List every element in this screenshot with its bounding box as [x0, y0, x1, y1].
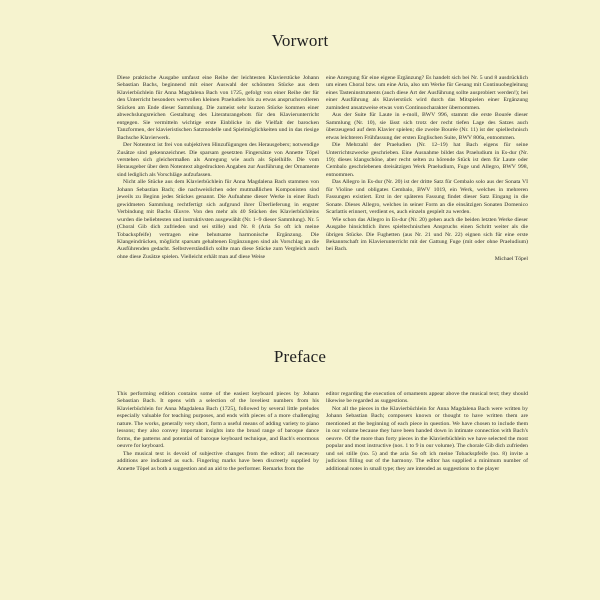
- paragraph: Das Allegro in Es-dur (Nr. 20) ist der dritte Satz für Cembalo solo aus der Sonata VI für Violine und obligates Cembalo, BWV 1019, ein Werk, welches in mehreren Fassungen existiert. Erst in der späteren Fassung findet dieser Satz Eingang in die Sonate. Dieses Allegro, welches in seiner Form an die einsätzigen Sonaten Domenico Scarlattis erinnert, verdient es, auch einzeln gespielt zu werden.: [326, 179, 528, 216]
- paragraph: Der Notentext ist frei von subjektiven Hinzufügungen des Herausgebers; notwendige Zusätze sind gekennzeichnet. Die sparsam gesetzten Fingersätze von Annette Töpel verstehen sich gleichermaßen als Anregung wie auch als Spielhilfe. Die vom Herausgeber über dem Notentext abgedruckten Angaben zur Ausführung der Ornamente sind lediglich als Vorschläge aufzufassen.: [117, 142, 319, 178]
- paragraph: Wie schon das Allegro in Es-dur (Nr. 20) gehen auch die beiden letzten Werke dieser Ausgabe hinsichtlich ihres spieltechnischen Anspruchs einen Schritt weiter als die übrigen Stücke. Die Fughetten (aus Nr. 21 und Nr. 22) eignen sich für eine erste Bekanntschaft im Klavierunterricht mit der Gattung Fuge (mit oder ohne Praeludium) bei Bach.: [326, 216, 528, 253]
- paragraph: The musical text is devoid of subjective changes from the editor; all necessary additions are indicated as such. Fingering marks have been discreetly supplied by Annette Töpel as both a suggestion and an aid to the performer. Remarks from the: [117, 450, 319, 472]
- paragraph: Not all the pieces in the Klavierbüchlein for Anna Magdalena Bach were written by Johann Sebastian Bach; composers known or thought to have written them are mentioned at the beginning of each piece in question. We have chosen to include them in our volume because they have been handed down in intimate connection with Bach's oeuvre. Of the more than forty pieces in the Klavierbüchlein we have selected the most popular and most instructive (nos. 1 to 9 in our volume). The chorale Gib dich zufrieden und sei stille (no. 5) and the aria So oft ich meine Tobackspfeife (no. 8) invite a judicious filling out of the harmony. The editor has supplied a minimum number of additional notes in small type; they are intended as suggestions to the player: [326, 405, 528, 472]
- preface-title: Preface: [273, 347, 327, 366]
- paragraph: This performing edition contains some of the easiest keyboard pieces by Johann Sebastian Bach. It opens with a selection of the loveliest numbers from his Klavierbüchlein for Anna Magdalena Bach (1725), followed by several little preludes especially valuable for teaching purposes, and ends with pieces of a more challenging nature. The works, generally very short, form a useful means of adding variety to piano lessons; they also convey important insights into the broad range of baroque dance forms, the patterns and potential of baroque keyboard technique, and Bach's enormous oeuvre for keyboard.: [117, 391, 319, 450]
- paragraph: eine Anregung für eine eigene Ergänzung? Es handelt sich bei Nr. 5 und 8 ausdrücklich um einen Choral bzw. um eine Aria, also um Werke für Gesang mit Continuobegleitung eines Tasteninstruments (auch diese Art der Ausführung sollte ausprobiert werden!); bei einer Ausführung als Klavierstück wird durch das Mitspielen einer Ergänzung zumindest ansatzweise etwas vom Continuocharakter übernommen.: [326, 75, 528, 111]
- paragraph: Nicht alle Stücke aus dem Klavierbüchlein für Anna Magdalena Bach stammen von Johann Sebastian Bach; die nachweislichen oder mutmaßlichen Komponisten sind jeweils zu Beginn jedes Stückes genannt. Die Aufnahme dieser Werke in einer Bach gewidmeten Sammlung rechtfertigt sich aufgrund ihrer Überlieferung in engster Verbindung mit Bachs Œuvre. Von den mehr als 40 Stücken des Klavierbüchleins wurden die beliebtesten und instruktivsten ausgewählt (Nr. 1–9 dieser Sammlung). Nr. 5 (Choral Gib dich zufrieden und sei stille) und Nr. 8 (Aria So oft ich meine Tobackspfeife) vertragen eine behutsame harmonische Ergänzung. Die Klangeindrücken, möglicht sparsam gehaltenen Ergänzungen sind als Vorschlag an die Ausführenden gedacht. Selbstverständlich sollte man diese Stücke zum Vergleich auch ohne diese Zusätze spielen. Vielleicht erhält man auf diese Weise: [117, 179, 319, 260]
- paragraph: editor regarding the execution of ornaments appear above the musical text; they should likewise be regarded as suggestions.: [326, 391, 528, 405]
- vorwort-title: Vorwort: [271, 31, 329, 50]
- paragraph: Aus der Suite für Laute in e-moll, BWV 996, stammt die erste Bourée dieser Sammlung (Nr. 10), sie lässt sich trotz der recht tiefen Lage des Satzes auch überzeugend auf dem Klavier spielen; die zweite Bourée (Nr. 11) ist der spiellechnisch etwas leichteren Frühfassung der ersten Englischen Suite, BWV 806a, entnommen.: [326, 112, 528, 141]
- preface-left-column: [117, 391, 319, 473]
- vorwort-left-column: [117, 75, 319, 261]
- signature: Michael Töpel: [494, 255, 528, 262]
- vorwort-right-column: [326, 75, 528, 263]
- paragraph: Diese praktische Ausgabe umfasst eine Reihe der leichtesten Klavierstücke Johann Sebastian Bachs, beginnend mit einer Auswahl der schönsten Stücke aus dem Klavierbüchlein für Anna Magdalena Bach von 1725, gefolgt von einer Reihe der für den Unterricht besonders wertvollen kleinen Praeludien bis zu etwas anspruchsvolleren Stücken am Ende dieser Sammlung. Die zumeist sehr kurzen Stücke kommen einer abwechslungsreichen Gestaltung des Literaturangebots für den Klavierunterricht entgegen. Sie vermitteln wichtige erste Einblicke in die Vielfalt der barocken Tanzformen, der klavieristischen Satzmodelle und Spielmöglichkeiten und in das riesige Bachsche Klavierwerk.: [117, 75, 319, 141]
- preface-right-column: [326, 391, 528, 473]
- paragraph: Die Mehrzahl der Praeludien (Nr. 12–19) hat Bach eigens für seine Unterrichtszwecke geschrieben. Eine Ausnahme bildet das Praeludium in Es-dur (Nr. 19); dieses klangschöne, aber recht selten zu hörende Stück ist dem für Laute oder Cembalo geschriebenen dreisätzigen Werk Praeludium, Fuge und Allegro, BWV 998, entnommen.: [326, 142, 528, 178]
